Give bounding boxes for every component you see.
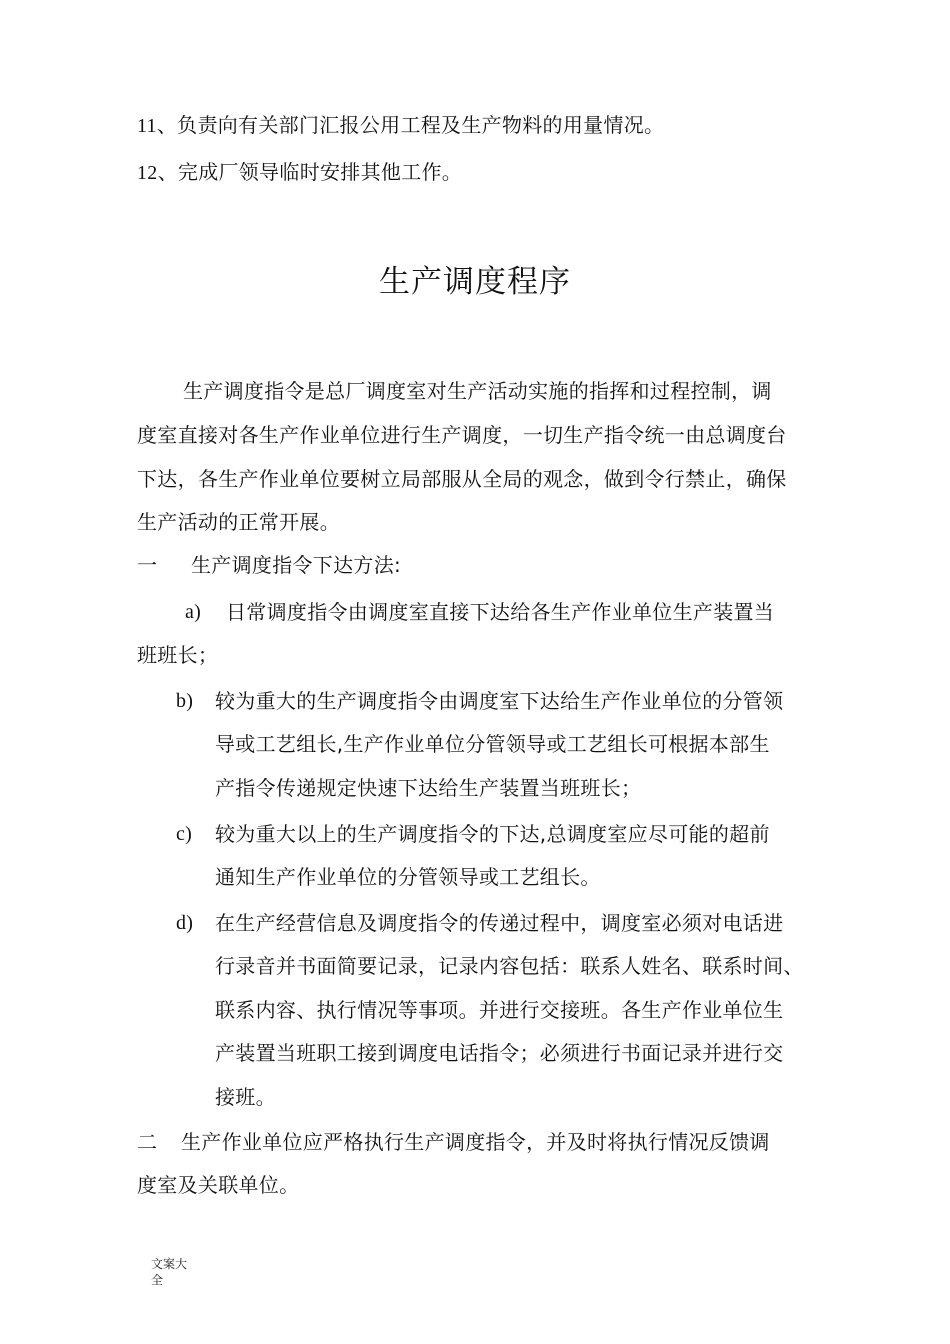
page-title: 生产调度程序 [379, 264, 571, 300]
section-2-line-1: 生产作业单位应严格执行生产调度指令，并及时将执行情况反馈调 [181, 1130, 770, 1154]
intro-line-1: 生产调度指令是总厂调度室对生产活动实施的指挥和过程控制，调 [183, 379, 772, 403]
section-2-number: 二 [137, 1130, 158, 1154]
item-number: 11 [137, 115, 157, 137]
item-d-label: d) [176, 912, 194, 934]
item-b-line-3: 产指令传递规定快速下达给生产装置当班班长； [215, 776, 642, 800]
item-d-line-5: 接班。 [215, 1085, 276, 1109]
item-c-label: c) [176, 823, 193, 845]
item-b-line-2: 导或工艺组长,生产作业单位分管领导或工艺组长可根据本部生 [215, 732, 770, 756]
item-d-line-4: 产装置当班职工接到调度电话指令；必须进行书面记录并进行交 [215, 1041, 784, 1065]
item-d-line-1: 在生产经营信息及调度指令的传递过程中，调度室必须对电话进 [215, 911, 784, 935]
page-footer [151, 1256, 199, 1288]
intro-line-2: 度室直接对各生产作业单位进行生产调度，一切生产指令统一由总调度台 [137, 423, 787, 447]
item-c-line-2: 通知生产作业单位的分管领导或工艺组长。 [215, 865, 601, 889]
item-a-line-1: 日常调度指令由调度室直接下达给各生产作业单位生产装置当 [226, 600, 775, 624]
section-1-heading: 生产调度指令下达方法: [191, 553, 402, 577]
intro-line-4: 生产活动的正常开展。 [137, 510, 340, 534]
section-1-number: 一 [137, 553, 158, 577]
item-a-line-2: 班班长； [137, 643, 219, 667]
item-text: 、完成厂领导临时安排其他工作。 [157, 160, 463, 184]
item-text: 、负责向有关部门汇报公用工程及生产物料的用量情况。 [156, 113, 665, 137]
list-item-11 [137, 112, 664, 139]
list-item-12 [137, 159, 462, 186]
footer-line-2: 全 [151, 1273, 164, 1287]
item-a-label: a) [185, 601, 202, 623]
item-d-line-3: 联系内容、执行情况等事项。并进行交接班。各生产作业单位生 [215, 998, 784, 1022]
footer-line-1: 文案大 [151, 1257, 188, 1271]
section-2-line-2: 度室及关联单位。 [137, 1173, 300, 1197]
item-number: 12 [137, 162, 158, 184]
item-d-line-2: 行录音并书面简要记录，记录内容包括：联系人姓名、联系时间、 [215, 954, 804, 978]
item-b-label: b) [176, 690, 194, 712]
intro-line-3: 下达，各生产作业单位要树立局部服从全局的观念，做到令行禁止，确保 [137, 467, 787, 491]
item-b-line-1: 较为重大的生产调度指令由调度室下达给生产作业单位的分管领 [215, 689, 784, 713]
item-c-line-1: 较为重大以上的生产调度指令的下达,总调度室应尽可能的超前 [215, 822, 770, 846]
